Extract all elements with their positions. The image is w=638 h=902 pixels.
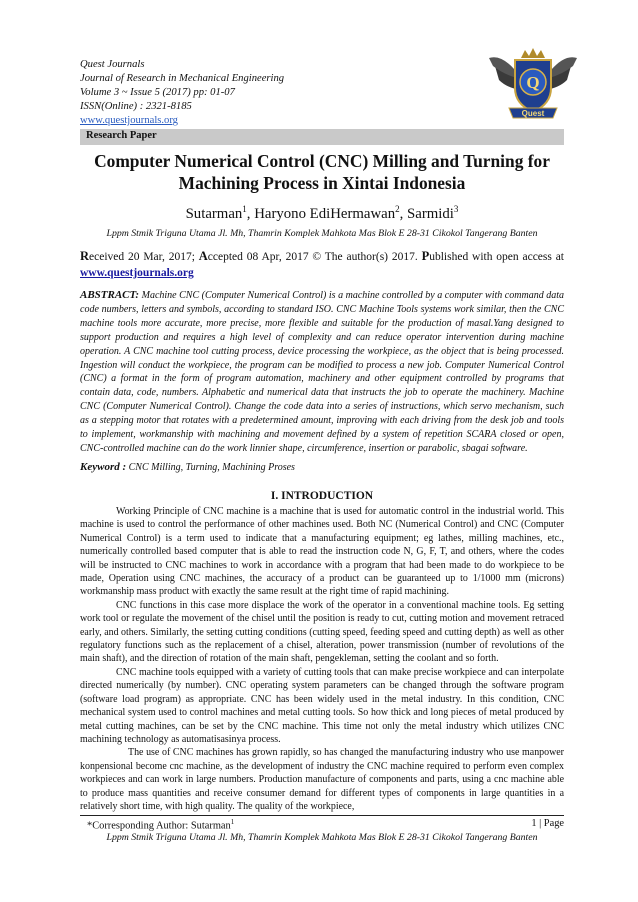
journal-website-link[interactable]: www.questjournals.org — [80, 115, 178, 127]
abstract-label: ABSTRACT: — [80, 289, 140, 301]
keyword-text: CNC Milling, Turning, Machining Proses — [128, 462, 295, 473]
published-text: ublished with open access at — [429, 251, 565, 263]
title-line-1: Computer Numerical Control (CNC) Milling and Turning for — [94, 151, 550, 171]
keywords — [80, 461, 564, 473]
journal-header — [80, 58, 284, 128]
corresponding-text: *Corresponding Author: Sutarman — [87, 820, 231, 832]
page-number: 1 | Page — [531, 818, 564, 829]
published-p: P — [421, 249, 430, 263]
corresponding-sup: 1 — [230, 818, 235, 826]
journal-volume: Volume 3 ~ Issue 5 (2017) pp: 01-07 — [80, 87, 235, 99]
paragraph-3: CNC machine tools equipped with a variety of cutting tools that can make precise workpiece and can interpolate directed numerically (by number). CNC operating system parameters can be changed through the software program (software load program) as appropriate. CNC has been widely used in the metal industry. In this condition, CNC mechanical system used to control machines and metal cutting tools. So how thick and long pieces of metal produced by metal cutting machines, can be set by the CNC machine. This time not only the metal industry which utilizes CNC machining technology as automatisasinya process. — [80, 666, 564, 745]
author-affiliation: Lppm Stmik Triguna Utama Jl. Mh, Thamrin Komplek Mahkota Mas Blok E 28-31 Cikokol Tangerang Banten — [106, 228, 538, 239]
journal-subtitle: Journal of Research in Mechanical Engineering — [80, 73, 285, 85]
logo-letter: Q — [526, 73, 540, 92]
author-1-sup: 1 — [242, 204, 247, 214]
author-3: Sarmidi — [407, 205, 454, 222]
abstract-text: Machine CNC (Computer Numerical Control) is a machine controlled by a computer with command data code numbers, letters and symbols, according to standard ISO. CNC Machine Tools systems work similar, then the CNC machine tools more accurate, more precise, more flexible and suitable for the production of masal.Yang designed to support production and requires a high level of complexity and can reduce operator intervention during machine operation. A CNC machine tool cutting process, device processing the workpiece, as the object that is being processed. Ingestion will conduct the workpiece, the program can be modified to process a new job. Computer Numerical Control (CNC) a format in the form of program automation, machinery and other equipment controlled by programs that contain data, code, numbers. Alphabetic and numerical data that instructs the job to operate the machinery. Machine CNC (Computer Numerical Control). Change the code data into a series of instructions, which servo mechanism, such as a stepping motor that rotates with a predetermined amount, improving with each driving from the desk job and tools to implement, workmanship with machining and movement defined by a system of repetition SCARA closed or open, CNC-controlled machine can do the work linnier shape, circumference, insertion or parabolic, sbagai software. — [80, 290, 564, 454]
received-line — [80, 249, 564, 281]
quest-logo-icon — [487, 44, 579, 126]
paragraph-4: The use of CNC machines has grown rapidly, so has changed the manufacturing industry who use manpower konpensional become cnc machine, as the development of industry the CNC machine required to perform even complex workpieces and can work in large numbers. Production manufacture of components and parts, using a cnc machine able to produce mass quantities and receive consumer demand for different types of components in large quantities in a relatively short time, with high quality. The quality of the workpiece, — [80, 747, 564, 812]
received-text: eceived 20 Mar, 2017; — [89, 251, 199, 263]
paper-type-band — [80, 129, 564, 145]
journal-name: Quest Journals — [80, 59, 145, 70]
keyword-label: Keyword : — [80, 461, 127, 473]
author-list: Sutarman$^1$, Haryono EdiHermawan$^2$, Sarmidi$^3$ — [185, 204, 459, 222]
accepted-text: ccepted 08 Apr, 2017 © The author(s) 2017. — [207, 251, 422, 263]
author-1: Sutarman — [185, 205, 243, 222]
section-heading: I. INTRODUCTION — [270, 490, 374, 502]
accepted-a: A — [198, 249, 208, 263]
paragraph-2: CNC functions in this case more displace the work of the operator in a conventional machine tools. Eg setting work tool or regulate the movement of the chisel until the position is ready to cut, cutting motion and movement retraced early, and others. Similarly, the setting cutting conditions (cutting speed, feeding speed and cutting depth) as well as other regulatory functions such as the replacement of a chisel, alteration, power transmission (number of revolutions of the main shaft), and the direction of rotation of the main shaft, pengekleman, setting the coolant and so forth. — [80, 599, 564, 665]
title-line-2: Machining Process in Xintai Indonesia — [178, 172, 466, 193]
corresponding-author — [87, 818, 234, 831]
author-2: Haryono EdiHermawan — [254, 205, 396, 222]
author-2-sup: 2 — [395, 204, 400, 214]
author-3-sup: 3 — [453, 204, 459, 214]
journal-issn: ISSN(Online) : 2321-8185 — [80, 101, 192, 113]
paragraph-1: Working Principle of CNC machine is a machine that is used for automatic control in the industrial world. This machine is used to control the performance of other machines used. Both NC (Numerical Control) and CNC (Computer Numerical Control) is a term used to indicate that a manufacturing equipment; eg lathes, milling machines, etc., numerically controlled based computer that is able to read the instruction code N, G, F, T, and others, where the codes will be instructed to CNC machines to work in accordance with a program that had been made to do workpiece to be made, Operation using CNC machines, the accuracy of a product can be guaranteed up to 1/1000 mm (microns) workmanship mass product with exactly the same result at the right time of rapid machining. — [80, 506, 564, 598]
footer-affiliation: Lppm Stmik Triguna Utama Jl. Mh, Thamrin Komplek Mahkota Mas Blok E 28-31 Cikokol Tangerang Banten — [106, 832, 538, 843]
published-link[interactable]: www.questjournals.org — [80, 266, 194, 279]
body-text — [80, 505, 564, 813]
paper-title — [80, 151, 564, 194]
received-r: R — [80, 249, 90, 263]
abstract — [80, 289, 564, 456]
paper-type-label: Research Paper — [86, 130, 157, 141]
footer-divider — [80, 815, 564, 816]
logo-text: Quest — [521, 109, 545, 118]
